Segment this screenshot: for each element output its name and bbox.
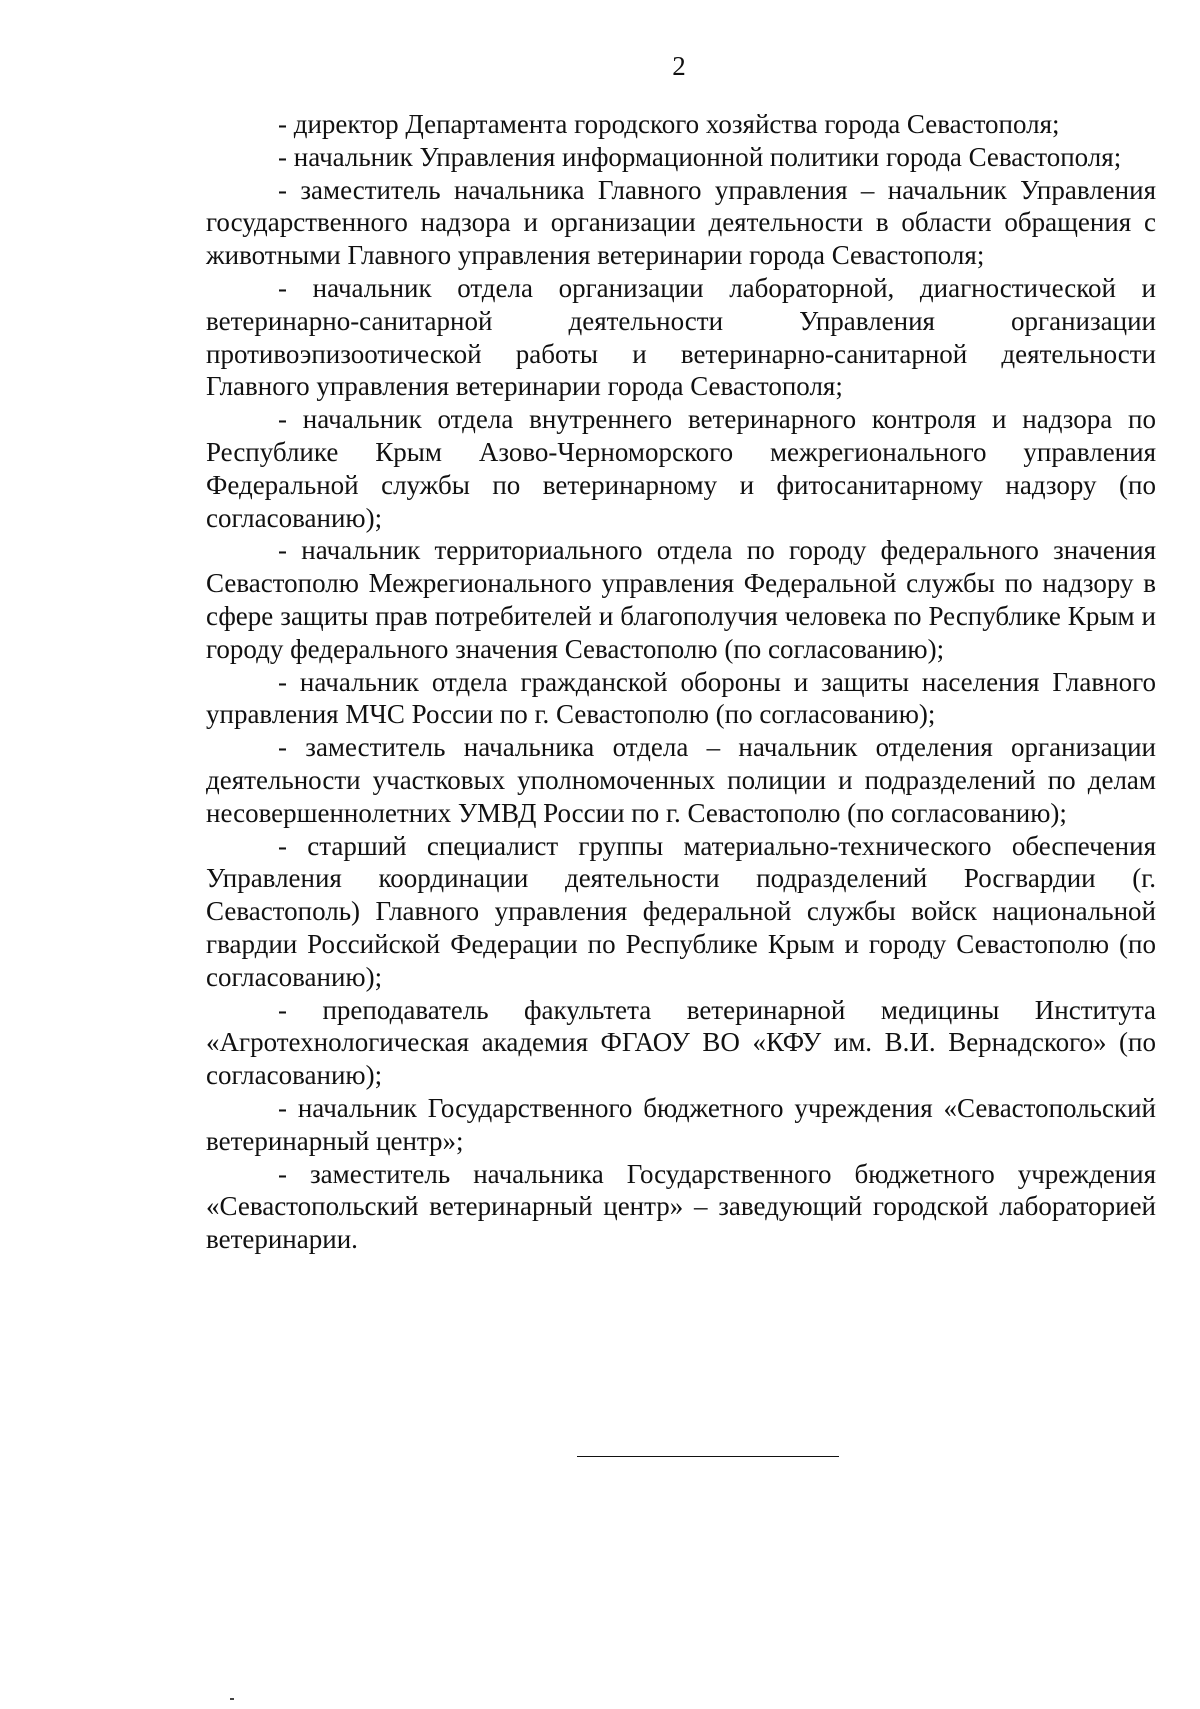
list-item-city-economy-director: - директор Департамента городского хозяйства города Севастополя;: [278, 109, 1060, 139]
end-of-list-divider: [577, 1456, 839, 1457]
list-item-civil-defense-head: - начальник отдела гражданской обороны и защиты населения Главного управления МЧС России по г. Севастополю (по согласованию);: [206, 666, 1156, 730]
list-item-veterinary-center-head: - начальник Государственного бюджетного учреждения «Севастопольский ветеринарный центр»;: [206, 1092, 1156, 1156]
list-item-police-deputy-head: - заместитель начальника отдела – начальник отделения организации деятельности участковых уполномоченных полиции и подразделений по делам несовершеннолетних УМВД России по г. Севастополю (по согласованию);: [206, 732, 1156, 828]
list-item-laboratory-department-head: - начальник отдела организации лабораторной, диагностической и ветеринарно-санитарной деятельности Управления организации противоэпизоотической работы и ветеринарно-санитарной деятельности Главного управления ветеринарии города Севастополя;: [206, 272, 1156, 402]
list-item-veterinary-control-head: - начальник отдела внутреннего ветеринарного контроля и надзора по Республике Крым Азово-Черноморского межрегионального управления Федеральной службы по ветеринарному и фитосанитарному надзору (по согласованию);: [206, 404, 1156, 533]
list-item-university-lecturer: - преподаватель факультета ветеринарной медицины Института «Агротехнологическая академия ФГАОУ ВО «КФУ им. В.И. Вернадского» (по согласованию);: [206, 994, 1156, 1091]
list-item-information-policy-head: - начальник Управления информационной политики города Севастополя;: [278, 141, 1122, 172]
list-item-rosgvardia-specialist: - старший специалист группы материально-технического обеспечения Управления координации деятельности подразделений Росгвардии (г. Севастополь) Главного управления федеральной службы войск национальной гвардии Российской Федерации по Республике Крым и городу Севастополю (по согласованию);: [206, 830, 1156, 992]
scan-speck: [230, 1698, 234, 1700]
list-item-veterinary-deputy-head: - заместитель начальника Главного управления – начальник Управления государственного надзора и организации деятельности в области обращения с животными Главного управления ветеринарии города Севастополя;: [206, 174, 1156, 271]
page-number: 2: [672, 51, 686, 81]
list-item-consumer-protection-head: - начальник территориального отдела по городу федерального значения Севастополю Межрегионального управления Федеральной службы по надзору в сфере защиты прав потребителей и благополучия человека по Республике Крым и городу федерального значения Севастополю (по согласованию);: [206, 535, 1156, 664]
list-item-veterinary-center-deputy: - заместитель начальника Государственного бюджетного учреждения «Севастопольский ветеринарный центр» – заведующий городской лабораторией ветеринарии.: [206, 1158, 1156, 1255]
member-list: [206, 108, 1156, 1256]
